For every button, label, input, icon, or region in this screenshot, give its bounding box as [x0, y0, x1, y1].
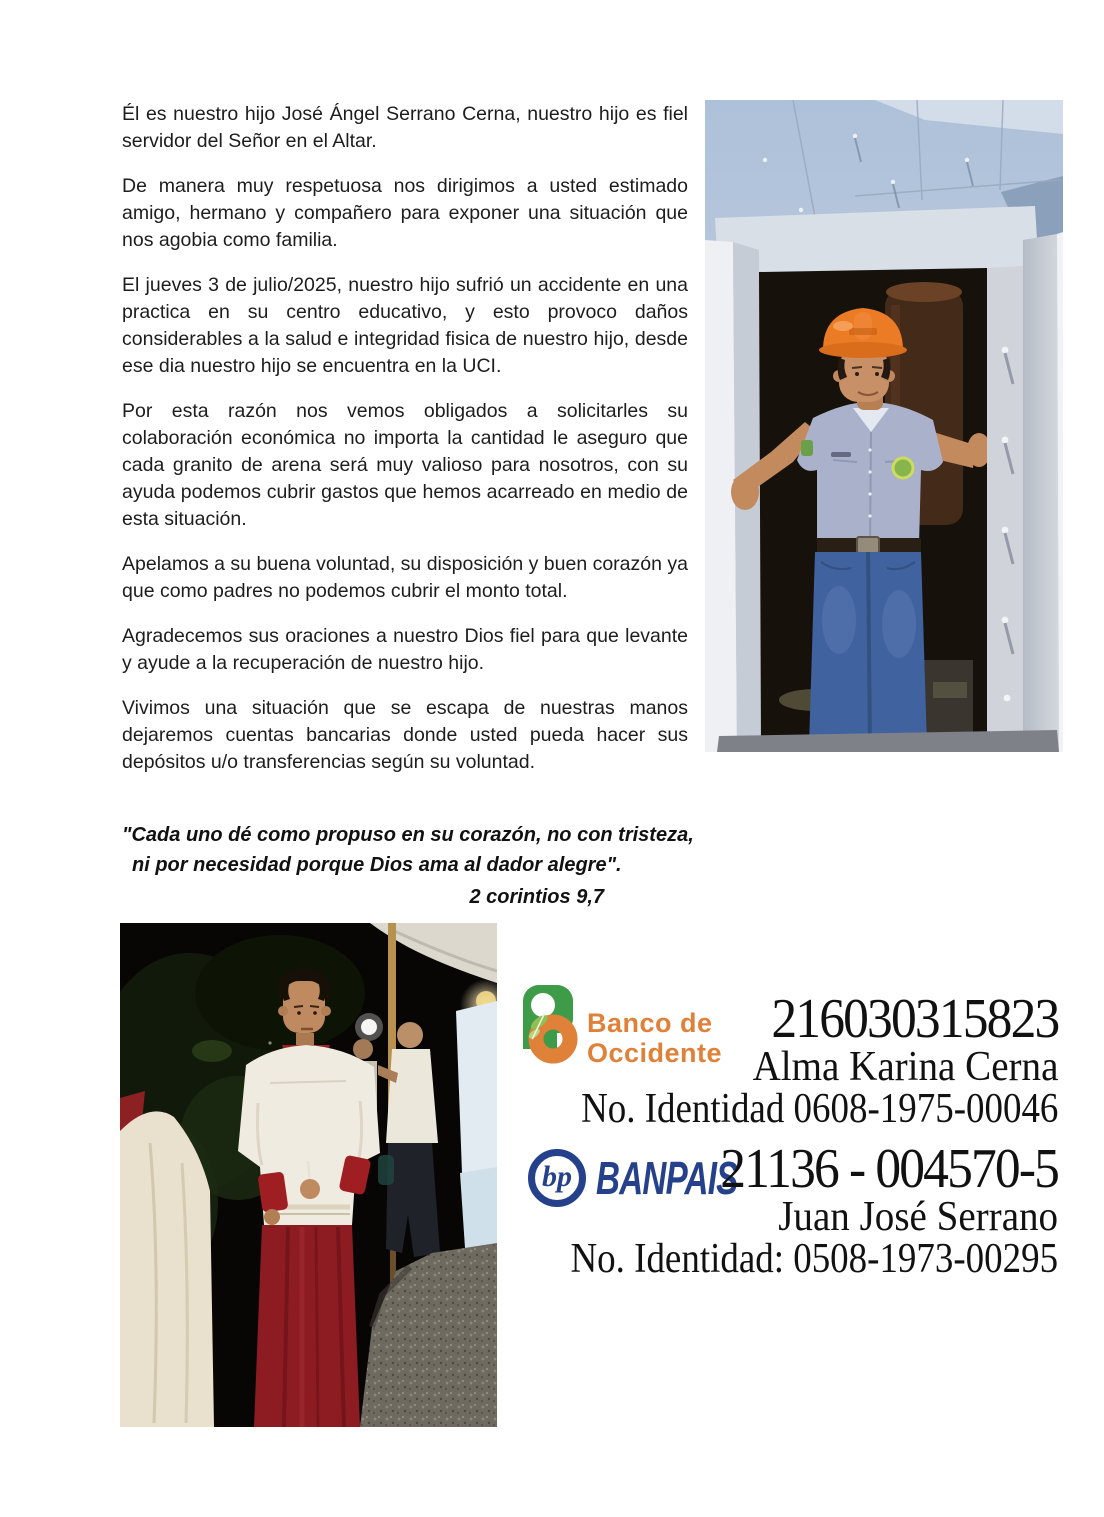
paragraph: Él es nuestro hijo José Ángel Serrano Cerna, nuestro hijo es fiel servidor del Señor en el Altar. — [122, 103, 688, 152]
paragraph: Agradecemos sus oraciones a nuestro Dios fiel para que levante y ayude a la recuperación de nuestro hijo. — [122, 625, 688, 674]
banpais-account-block — [504, 1138, 1058, 1282]
brand-line: Occidente — [587, 1038, 723, 1068]
banpais-wordmark: BANPAIS — [596, 1152, 738, 1204]
photo-son-altar-server — [120, 923, 497, 1427]
paragraph: Vivimos una situación que se escapa de nuestras manos dejaremos cuentas bancarias donde usted pueda hacer sus depósitos u/o transferencias según su voluntad. — [122, 697, 688, 773]
paragraph: Por esta razón nos vemos obligados a solicitarles su colaboración económica no importa la cantidad le aseguro que cada granito de arena será muy valioso para nosotros, con su ayuda podemos cubrir gastos que hemos acarreado en medio de esta situación. — [122, 400, 688, 530]
banpais-identity-number: No. Identidad: 0508-1973-00295 — [570, 1236, 1058, 1282]
occidente-account-number: 216030315823 — [770, 988, 1058, 1050]
banpais-account-holder: Juan José Serrano — [778, 1194, 1058, 1240]
paragraph: El jueves 3 de julio/2025, nuestro hijo sufrió un accidente en una practica en su centro educativo, y esto provoco daños considerables a la salud e integridad fisica de nuestro hijo, desde ese dia nuestro hijo se encuentra en la UCI. — [122, 274, 688, 377]
quote-line: "Cada uno dé como propuso en su corazón, no con tristeza, — [122, 824, 694, 846]
occidente-account-block — [516, 988, 1058, 1132]
right-door-jamb — [987, 266, 1023, 752]
banpais-monogram: bp — [542, 1160, 572, 1193]
quote-line: ni por necesidad porque Dios ama al dador alegre". — [132, 854, 622, 876]
photo-son-workshop — [705, 100, 1063, 752]
bible-quote — [122, 820, 722, 912]
banpais-account-number: 21136 - 004570-5 — [720, 1138, 1058, 1200]
quote-attribution: 2 corintios 9,7 — [469, 886, 604, 908]
shirt-emblem — [893, 458, 913, 478]
letter-text — [122, 101, 688, 794]
occidente-identity-number: No. Identidad 0608-1975-00046 — [580, 1086, 1058, 1132]
red-cuff — [257, 1171, 288, 1212]
paragraph: Apelamos a su buena voluntad, su disposición y buen corazón ya que como padres no podemos cubrir el monto total. — [122, 553, 688, 602]
brand-line: Banco de — [587, 1008, 713, 1038]
open-door — [1023, 234, 1059, 752]
paragraph: De manera muy respetuosa nos dirigimos a usted estimado amigo, hermano y compañero para exponer una situación que nos agobia como familia. — [122, 175, 688, 251]
name-tag — [831, 452, 851, 457]
occidente-account-holder: Alma Karina Cerna — [752, 1044, 1058, 1090]
